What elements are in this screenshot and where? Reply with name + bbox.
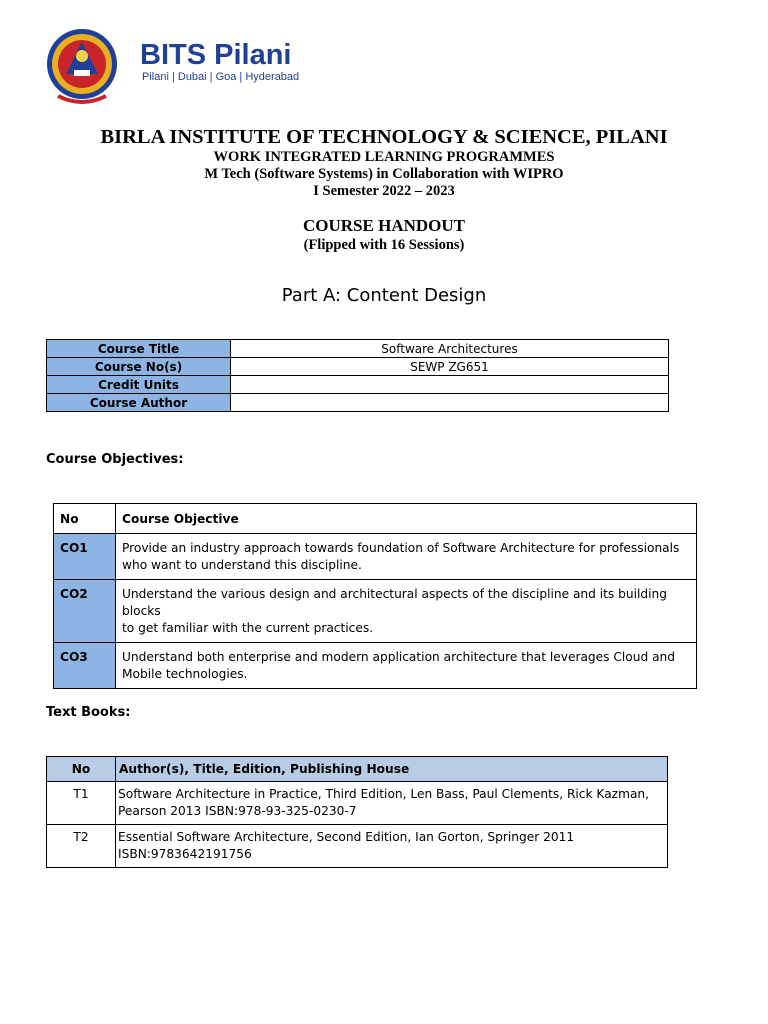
text-books-table: [46, 756, 668, 868]
objectives-col-objective: Course Objective: [116, 504, 697, 534]
table-row: [54, 534, 697, 580]
objective-no: CO3: [54, 643, 116, 689]
text-books-col-no: No: [47, 757, 116, 782]
text-book-desc: [116, 825, 668, 868]
objective-no: CO1: [54, 534, 116, 580]
course-info-row: [47, 376, 669, 394]
institute-name: BIRLA INSTITUTE OF TECHNOLOGY & SCIENCE, PILANI: [100, 126, 668, 148]
objective-text: [116, 534, 697, 580]
degree-name: M Tech (Software Systems) in Collaboration with WIPRO: [204, 166, 564, 182]
text-book-line: Pearson 2013 ISBN:978-93-325-0230-7: [118, 804, 357, 818]
text-book-desc: [116, 782, 668, 825]
doc-title: COURSE HANDOUT: [303, 216, 465, 235]
bits-pilani-logo: [44, 26, 324, 106]
text-book-line: ISBN:9783642191756: [118, 847, 252, 861]
credit-units-value: [231, 376, 669, 394]
objective-text: [116, 580, 697, 643]
text-book-no: T2: [47, 825, 116, 868]
course-info-row: [47, 340, 669, 358]
objective-line: who want to understand this discipline.: [122, 558, 362, 572]
objective-line: Understand the various design and architectural aspects of the discipline and its building blocks: [122, 587, 667, 618]
objectives-header-row: [54, 504, 697, 534]
credit-units-label: Credit Units: [47, 376, 231, 394]
objective-line: Provide an industry approach towards foundation of Software Architecture for professionals: [122, 541, 680, 555]
doc-subtitle: (Flipped with 16 Sessions): [303, 237, 465, 253]
part-title: Part A: Content Design: [281, 285, 487, 306]
objective-text: [116, 643, 697, 689]
table-row: [54, 643, 697, 689]
objective-line: to get familiar with the current practices.: [122, 621, 374, 635]
logo-campuses: Pilani | Dubai | Goa | Hyderabad: [142, 71, 300, 83]
course-no-value: SEWP ZG651: [231, 358, 669, 376]
course-title-value: Software Architectures: [231, 340, 669, 358]
objectives-col-no: No: [54, 504, 116, 534]
logo-brand: BITS Pilani: [140, 39, 292, 71]
objective-no: CO2: [54, 580, 116, 643]
table-row: [47, 825, 668, 868]
text-books-heading: Text Books:: [46, 705, 131, 720]
objective-line: Understand both enterprise and modern application architecture that leverages Cloud and: [122, 650, 676, 664]
course-info-row: [47, 358, 669, 376]
text-books-header-row: [47, 757, 668, 782]
objectives-table: [53, 503, 697, 689]
course-title-label: Course Title: [47, 340, 231, 358]
table-row: [47, 782, 668, 825]
text-book-line: Software Architecture in Practice, Third Edition, Len Bass, Paul Clements, Rick Kazman,: [118, 787, 650, 801]
course-no-label: Course No(s): [47, 358, 231, 376]
semester: I Semester 2022 – 2023: [313, 183, 455, 199]
programme-name: WORK INTEGRATED LEARNING PROGRAMMES: [213, 149, 555, 165]
objectives-heading: Course Objectives:: [46, 452, 184, 467]
crest-icon: [47, 29, 117, 102]
course-info-row: [47, 394, 669, 412]
table-row: [54, 580, 697, 643]
text-books-col-desc: Author(s), Title, Edition, Publishing House: [116, 757, 668, 782]
text-book-no: T1: [47, 782, 116, 825]
text-book-line: Essential Software Architecture, Second Edition, Ian Gorton, Springer 2011: [118, 830, 575, 844]
course-author-label: Course Author: [47, 394, 231, 412]
course-info-table: [46, 339, 669, 412]
objective-line: Mobile technologies.: [122, 667, 248, 681]
course-author-value: [231, 394, 669, 412]
